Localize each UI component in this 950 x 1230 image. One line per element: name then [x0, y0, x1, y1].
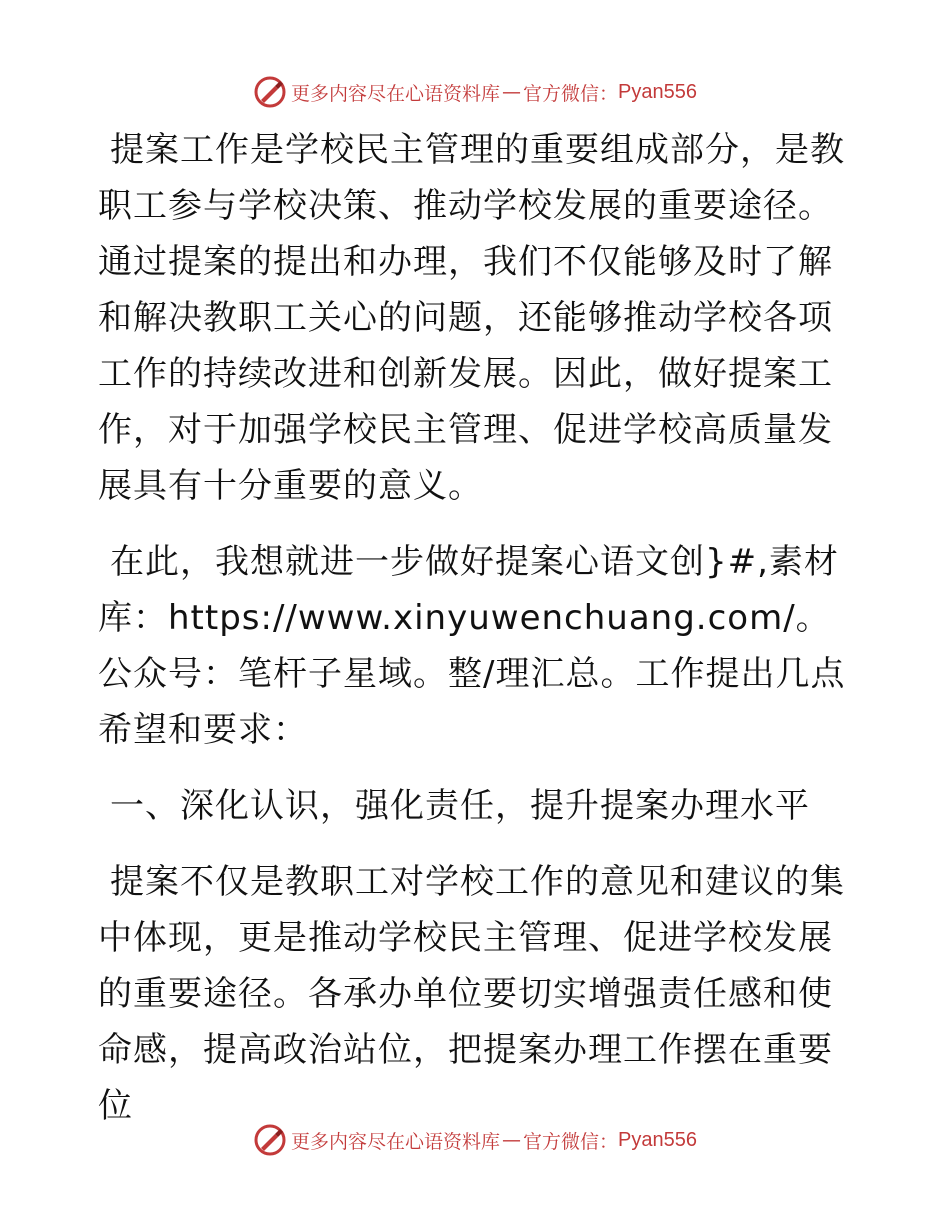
- header-wechat-label: 官方微信：: [523, 82, 619, 105]
- pen-logo-icon: [253, 75, 287, 109]
- footer-site-text: 更多内容尽在心语资料库: [291, 1130, 501, 1153]
- paragraph-section-1: 提案不仅是教职工对学校工作的意见和建议的集中体现，更是推动学校民主管理、促进学校发展的重要途径。各承办单位要切实增强责任感和使命感，提高政治站位，把提案办理工作摆在重要位: [98, 862, 845, 1126]
- paragraph-request: 在此，我想就进一步做好提案心语文创}#,素材库：https://www.xinyuwenchuang.com/。公众号：笔杆子星域。整/理汇总。工作提出几点希望和要求：: [98, 542, 846, 750]
- footer-wechat-label: 官方微信：: [523, 1130, 619, 1153]
- footer-wechat-id: Pyan556: [618, 1128, 697, 1151]
- pen-logo-icon: [253, 1123, 287, 1157]
- section-heading-1: 一、深化认识，强化责任，提升提案办理水平: [110, 786, 810, 826]
- document-body: [98, 122, 850, 1134]
- paragraph-intro: 提案工作是学校民主管理的重要组成部分，是教职工参与学校决策、推动学校发展的重要途径。通过提案的提出和办理，我们不仅能够及时了解和解决教职工关心的问题，还能够推动学校各项工作的持续改进和创新发展。因此，做好提案工作，对于加强学校民主管理、促进学校高质量发展具有十分重要的意义。: [98, 130, 845, 506]
- header-banner: [0, 72, 950, 112]
- header-wechat-id: Pyan556: [618, 80, 697, 103]
- header-dash: —: [502, 81, 522, 103]
- header-site-text: 更多内容尽在心语资料库: [291, 82, 501, 105]
- footer-banner: [0, 1120, 950, 1160]
- footer-dash: —: [502, 1129, 522, 1151]
